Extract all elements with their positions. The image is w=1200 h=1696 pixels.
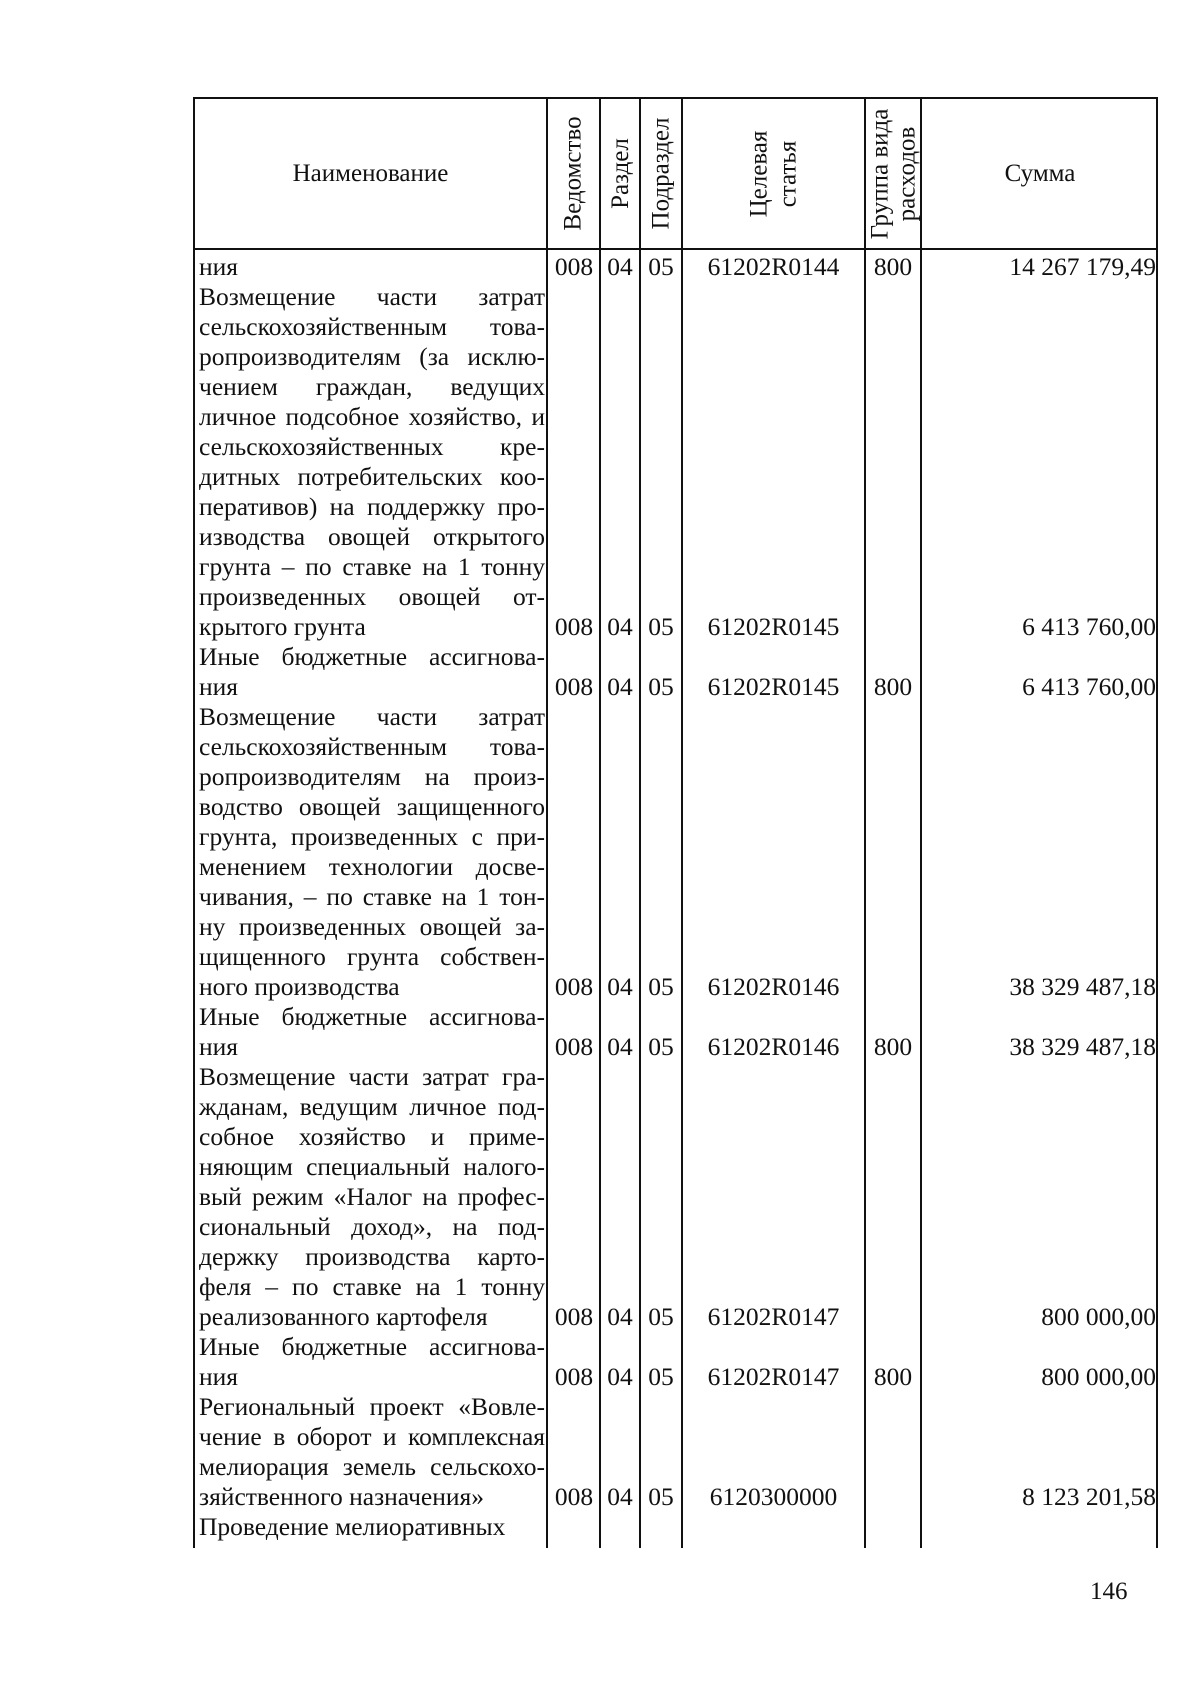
row-name-line: зяйственного назначения» — [199, 1482, 485, 1511]
row-cells — [195, 672, 1160, 702]
cell-podrazdel: 05 — [648, 252, 674, 281]
row-name-line: личное подсобное хозяйство, и — [199, 402, 545, 431]
cell-podrazdel: 05 — [648, 612, 674, 641]
table-row — [195, 1062, 1160, 1332]
cell-summa: 6 413 760,00 — [1022, 612, 1156, 641]
row-name-line: собное хозяйство и приме- — [199, 1122, 545, 1151]
cell-vedomstvo: 008 — [554, 1032, 594, 1061]
cell-celevaya: 61202R0147 — [707, 1302, 840, 1331]
cell-summa: 38 329 487,18 — [1009, 972, 1156, 1001]
cell-summa: 800 000,00 — [1041, 1302, 1156, 1331]
cell-razdel: 04 — [607, 612, 633, 641]
row-name-line: крытого грунта — [199, 612, 366, 641]
row-name-line: мелиорация земель сельскохо- — [199, 1452, 545, 1481]
budget-table — [193, 97, 1158, 1548]
cell-celevaya: 61202R0146 — [707, 1032, 840, 1061]
header-podrazdel-label: Подраздел — [647, 117, 675, 230]
row-name-line: жданам, ведущим личное под- — [199, 1092, 545, 1121]
cell-podrazdel: 05 — [648, 1482, 674, 1511]
row-name-line: сельскохозяйственным това- — [199, 732, 545, 761]
table-row — [195, 1392, 1160, 1512]
cell-razdel: 04 — [607, 672, 633, 701]
header-name-label: Наименование — [292, 160, 449, 187]
cell-razdel: 04 — [607, 252, 633, 281]
cell-razdel: 04 — [607, 1482, 633, 1511]
cell-vedomstvo: 008 — [554, 672, 594, 701]
header-celevaya-label-2: статья — [774, 140, 802, 207]
row-cells — [195, 612, 1160, 642]
header-summa — [922, 97, 1158, 250]
row-name — [199, 702, 545, 1002]
header-razdel-label: Раздел — [606, 138, 634, 209]
cell-summa: 6 413 760,00 — [1022, 672, 1156, 701]
header-razdel — [601, 97, 639, 250]
row-cells — [195, 1512, 1160, 1542]
row-name-line: ния — [199, 1032, 239, 1061]
row-name-line: ну произведенных овощей за- — [199, 912, 545, 941]
cell-podrazdel: 05 — [648, 1362, 674, 1391]
cell-podrazdel: 05 — [648, 672, 674, 701]
cell-celevaya: 61202R0145 — [707, 672, 840, 701]
cell-podrazdel: 05 — [648, 972, 674, 1001]
row-cells — [195, 972, 1160, 1002]
cell-celevaya: 61202R0144 — [707, 252, 840, 281]
header-gruppa-label-2: расходов — [893, 126, 920, 221]
row-name-line: Иные бюджетные ассигнова- — [199, 1002, 545, 1031]
row-name-line: сиональный доход», на под- — [199, 1212, 545, 1241]
row-cells — [195, 1032, 1160, 1062]
table-row — [195, 1002, 1160, 1062]
row-name-line: феля – по ставке на 1 тонну — [199, 1272, 545, 1301]
row-name-line: Возмещение части затрат — [199, 702, 545, 731]
row-cells — [195, 252, 1160, 282]
table-row — [195, 1512, 1160, 1542]
row-name-line: сельскохозяйственных кре- — [199, 432, 545, 461]
cell-summa: 14 267 179,49 — [1009, 252, 1156, 281]
table-row — [195, 642, 1160, 702]
cell-vedomstvo: 008 — [554, 252, 594, 281]
row-name-line: вый режим «Налог на профес- — [199, 1182, 545, 1211]
header-celevaya — [683, 97, 864, 250]
row-name-line: держку производства карто- — [199, 1242, 545, 1271]
cell-summa: 800 000,00 — [1041, 1362, 1156, 1391]
cell-celevaya: 61202R0147 — [707, 1362, 840, 1391]
row-name-line: Иные бюджетные ассигнова- — [199, 642, 545, 671]
row-name-line: чением граждан, ведущих — [199, 372, 545, 401]
row-name-line: ропроизводителям (за исклю- — [199, 342, 545, 371]
cell-celevaya: 61202R0145 — [707, 612, 840, 641]
cell-razdel: 04 — [607, 1362, 633, 1391]
row-name-line: Иные бюджетные ассигнова- — [199, 1332, 545, 1361]
row-name-line: Проведение мелиоративных — [199, 1512, 506, 1541]
row-name-line: чивания, – по ставке на 1 тон- — [199, 882, 545, 911]
row-cells — [195, 1362, 1160, 1392]
cell-razdel: 04 — [607, 1032, 633, 1061]
cell-celevaya: 6120300000 — [709, 1482, 838, 1511]
cell-vedomstvo: 008 — [554, 972, 594, 1001]
row-name-line: Возмещение части затрат гра- — [199, 1062, 545, 1091]
cell-podrazdel: 05 — [648, 1302, 674, 1331]
row-cells — [195, 1482, 1160, 1512]
row-name-line: реализованного картофеля — [199, 1302, 488, 1331]
header-celevaya-label-1: Целевая — [745, 130, 773, 217]
row-name-line: Возмещение части затрат — [199, 282, 545, 311]
table-row — [195, 702, 1160, 1002]
row-name-line: Региональный проект «Вовле- — [199, 1392, 545, 1421]
header-vedomstvo — [548, 97, 599, 250]
table-body — [195, 252, 1160, 1542]
row-name-line: ния — [199, 252, 239, 281]
table-row — [195, 1332, 1160, 1392]
row-name-line: изводства овощей открытого — [199, 522, 545, 551]
header-vedomstvo-label: Ведомство — [560, 116, 588, 231]
cell-summa: 38 329 487,18 — [1009, 1032, 1156, 1061]
row-name-line: дитных потребительских коо- — [199, 462, 545, 491]
header-name — [195, 97, 546, 250]
page-number: 146 — [1090, 1578, 1128, 1605]
cell-vedomstvo: 008 — [554, 612, 594, 641]
table-row — [195, 282, 1160, 642]
row-name-line: чение в оборот и комплексная — [199, 1422, 545, 1451]
table-row — [195, 252, 1160, 282]
cell-vedomstvo: 008 — [554, 1482, 594, 1511]
header-gruppa — [866, 97, 920, 250]
cell-gruppa: 800 — [873, 1032, 913, 1061]
cell-razdel: 04 — [607, 972, 633, 1001]
cell-summa: 8 123 201,58 — [1022, 1482, 1156, 1511]
row-name-line: ния — [199, 672, 239, 701]
row-name-line: грунта – по ставке на 1 тонну — [199, 552, 545, 581]
row-name-line: ного производства — [199, 972, 400, 1001]
cell-razdel: 04 — [607, 1302, 633, 1331]
row-name-line: щищенного грунта собствен- — [199, 942, 545, 971]
cell-celevaya: 61202R0146 — [707, 972, 840, 1001]
row-name-line: ропроизводителям на произ- — [199, 762, 545, 791]
header-gruppa-label-1: Группа вида — [866, 108, 893, 239]
cell-gruppa: 800 — [873, 672, 913, 701]
row-name-line: няющим специальный налого- — [199, 1152, 545, 1181]
row-name-line: водство овощей защищенного — [199, 792, 545, 821]
row-name-line: грунта, произведенных с при- — [199, 822, 545, 851]
cell-vedomstvo: 008 — [554, 1302, 594, 1331]
cell-podrazdel: 05 — [648, 1032, 674, 1061]
row-name-line: ния — [199, 1362, 239, 1391]
row-name-line: перативов) на поддержку про- — [199, 492, 545, 521]
cell-gruppa: 800 — [873, 1362, 913, 1391]
header-podrazdel — [641, 97, 681, 250]
header-summa-label: Сумма — [1004, 160, 1076, 187]
row-name — [199, 1062, 545, 1332]
row-cells — [195, 1302, 1160, 1332]
row-name-line: сельскохозяйственным това- — [199, 312, 545, 341]
cell-vedomstvo: 008 — [554, 1362, 594, 1391]
row-name-line: произведенных овощей от- — [199, 582, 545, 611]
row-name-line: менением технологии досве- — [199, 852, 545, 881]
row-name — [199, 282, 545, 642]
cell-gruppa: 800 — [873, 252, 913, 281]
